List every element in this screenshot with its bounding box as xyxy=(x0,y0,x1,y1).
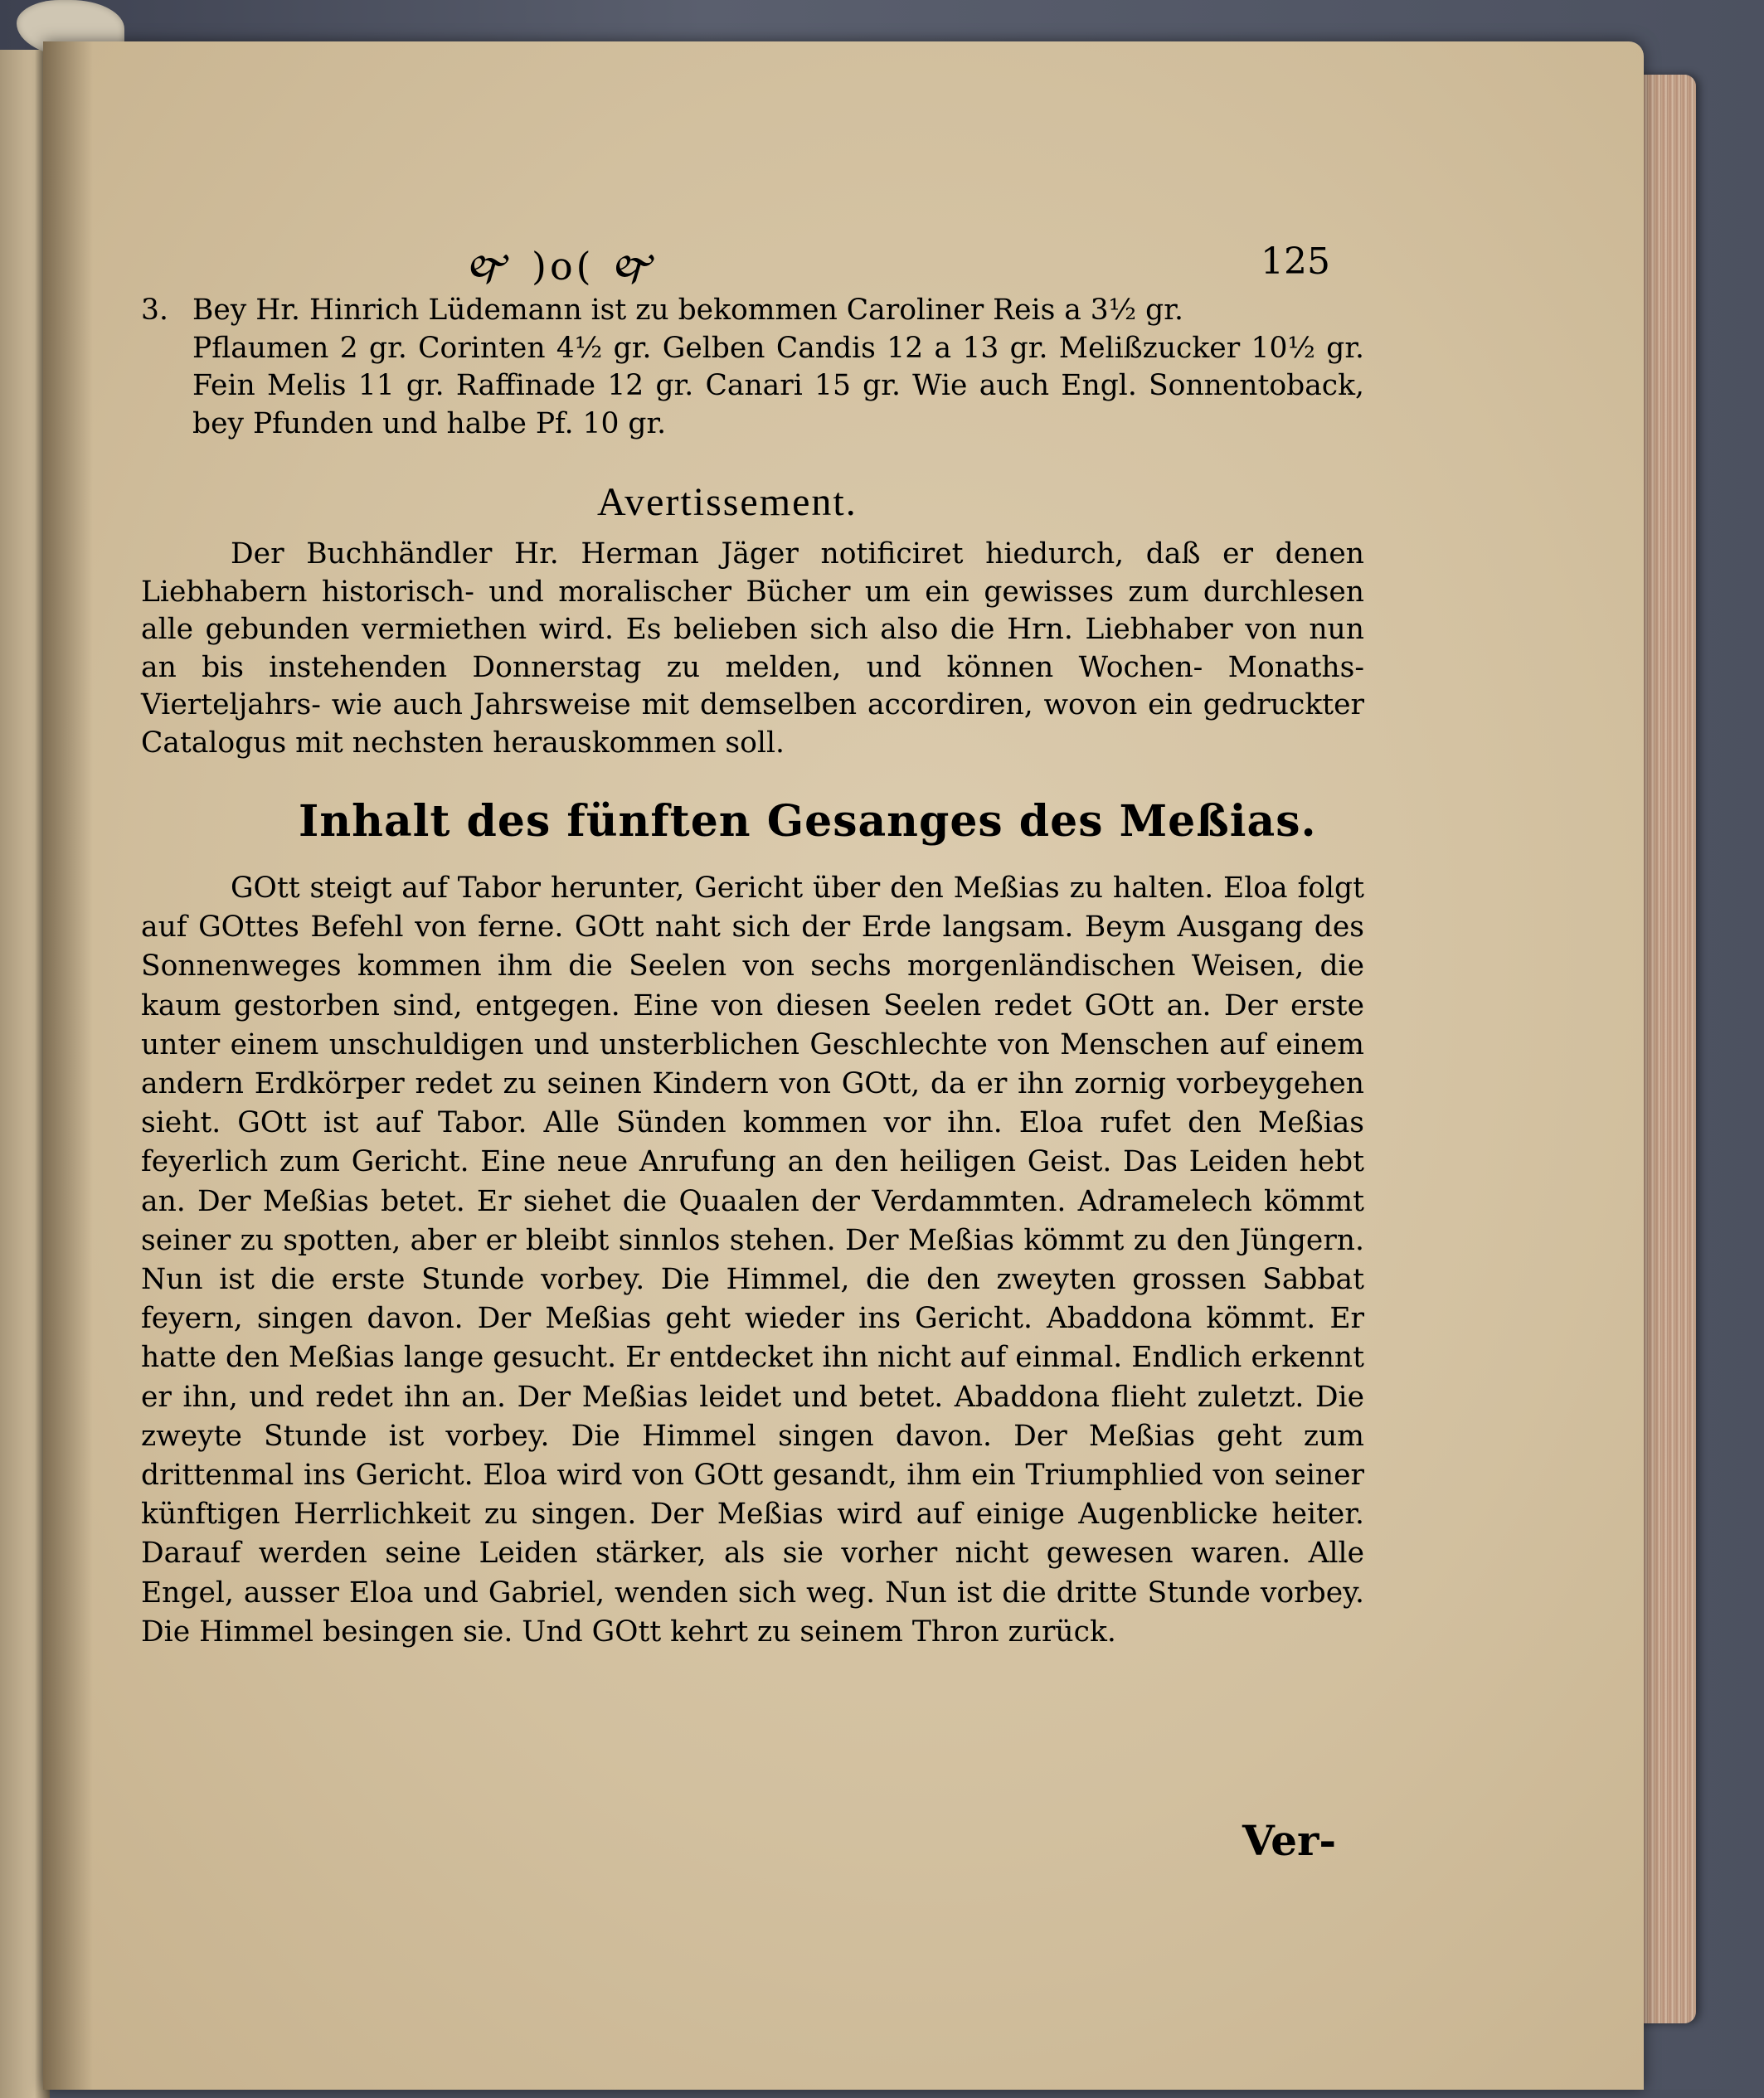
page-gutter-shadow xyxy=(43,41,93,2090)
section-heading: Inhalt des fünften Gesanges des Meßias. xyxy=(299,796,1317,847)
price-notice xyxy=(141,292,1364,443)
section-body: GOtt steigt auf Tabor herunter, Gericht über den Meßias zu halten. Eloa folgt auf GOttes Befehl von ferne. GOtt naht sich der Erde langsam. Beym Ausgang des Sonnenweges kommen ihm die Seelen von sechs morgenländischen Weisen, die kaum gestorben sind, entgegen. Eine von diesen Seelen redet GOtt an. Der erste unter einem unschuldigen und unsterblichen Geschlechte von Menschen auf einem andern Erdkörper redet zu seinen Kindern von GOtt, da er ihn zornig vorbeygehen sieht. GOtt ist auf Tabor. Alle Sünden kommen vor ihn. Eloa rufet den Meßias feyerlich zum Gericht. Eine neue Anrufung an den heiligen Geist. Das Leiden hebt an. Der Meßias betet. Er siehet die Quaalen der Verdammten. Adramelech kömmt seiner zu spotten, aber er bleibt sinnlos stehen. Der Meßias kömmt zu den Jüngern. Nun ist die erste Stunde vorbey. Die Himmel, die den zweyten grossen Sabbat feyern, singen davon. Der Meßias geht wieder ins Gericht. Abaddona kömmt. Er hatte den Meßias lange gesucht. Er entdecket ihn nicht auf einmal. Endlich erkennt er ihn, und redet ihn an. Der Meßias leidet und betet. Abaddona flieht zuletzt. Die zweyte Stunde ist vorbey. Die Himmel singen davon. Der Meßias geht zum drittenmal ins Gericht. Eloa wird von GOtt gesandt, ihm ein Triumphlied von seiner künftigen Herrlichkeit zu singen. Der Meßias wird auf einige Augenblicke heiter. Darauf werden seine Leiden stärker, als sie vorher nicht gewesen waren. Alle Engel, ausser Eloa und Gabriel, wenden sich weg. Nun ist die dritte Stunde vorbey. Die Himmel besingen sie. Und GOtt kehrt zu seinem Thron zurück. xyxy=(141,872,1364,1649)
left-page-edge xyxy=(0,50,50,2098)
catchword: Ver- xyxy=(1242,1816,1337,1865)
notice-first-line xyxy=(141,292,1364,330)
notice-number: 3. xyxy=(141,294,168,327)
notice-body: Pflaumen 2 gr. Corinten 4½ gr. Gelben Candis 12 a 13 gr. Melißzucker 10½ gr. Fein Melis 11 gr. Raffinade 12 gr. Canari 15 gr. Wie auch Engl. Sonnentoback, bey Pfunden und halbe Pf. 10 gr. xyxy=(192,331,1364,440)
avertissement-title: Avertissement. xyxy=(597,480,858,524)
notice-first-line-text: Bey Hr. Hinrich Lüdemann ist zu bekommen Caroliner Reis a 3½ gr. xyxy=(192,294,1183,327)
avertissement-body: Der Buchhändler Hr. Herman Jäger notificiret hiedurch, daß er denen Liebhabern historisch- und moralischer Bücher um ein gewisses zum durchlesen alle gebunden vermiethen wird. Es belieben sich also die Hrn. Liebhaber von nun an bis instehenden Donnerstag zu melden, und können Wochen- Monaths- Vierteljahrs- wie auch Jahrsweise mit demselben accordiren, wovon ein gedruckter Catalogus mit nechsten herauskommen soll. xyxy=(141,537,1364,760)
running-head-ornament: 🙰 )o( 🙰 xyxy=(464,244,662,289)
page-number: 125 xyxy=(1261,240,1330,283)
